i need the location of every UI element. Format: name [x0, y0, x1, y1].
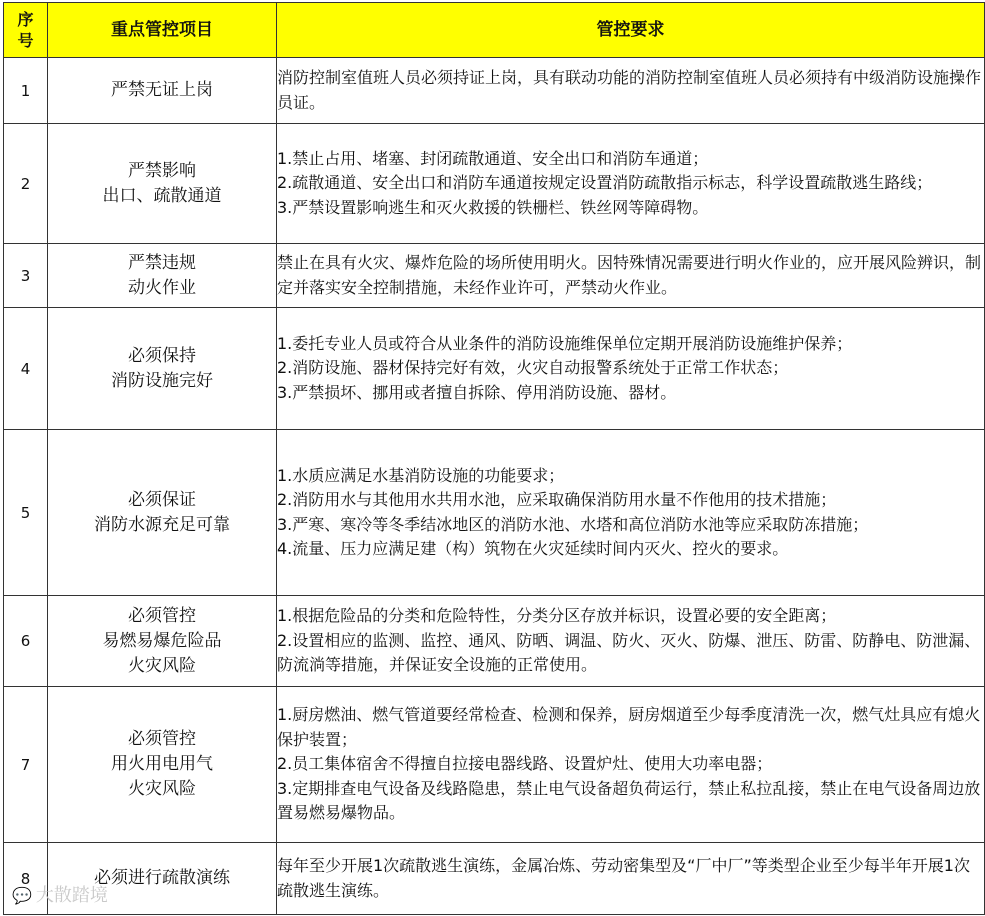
row-seq-no: 7 — [4, 687, 48, 843]
requirement-clause: 1.委托专业人员或符合从业条件的消防设施维保单位定期开展消防设施维护保养； — [277, 333, 853, 353]
control-item-line: 消防水源充足可靠 — [94, 514, 230, 535]
control-item-line: 用火用电用气 — [111, 754, 213, 774]
control-item-line: 必须管控 — [128, 729, 196, 749]
control-item-line: 严禁影响 — [128, 160, 196, 181]
row-seq-no: 2 — [4, 124, 48, 244]
requirement-clause: 3.严禁损坏、挪用或者擅自拆除、停用消防设施、器材。 — [277, 382, 677, 402]
requirement-clause: 3.定期排查电气设备及线路隐患，禁止电气设备超负荷运行，禁止私拉乱接，禁止在电气设备周边放置易燃易爆物品。 — [277, 778, 981, 823]
row-seq-no: 1 — [4, 58, 48, 124]
table-row — [4, 58, 985, 124]
header-seq-no: 序号 — [4, 3, 48, 58]
row-seq-no: 8 — [4, 843, 48, 915]
row-seq-no: 3 — [4, 244, 48, 308]
control-item-line: 严禁无证上岗 — [111, 80, 213, 100]
speech-bubble-icon: 💬 — [12, 886, 32, 905]
requirement-clause: 2.疏散通道、安全出口和消防车通道按规定设置消防疏散指示标志，科学设置疏散逃生路线； — [277, 173, 933, 193]
table-header-row — [4, 3, 985, 58]
requirement-clause: 1.禁止占用、堵塞、封闭疏散通道、安全出口和消防车通道； — [277, 148, 709, 168]
requirement-clause: 1.根据危险品的分类和危险特性，分类分区存放并标识，设置必要的安全距离； — [277, 606, 837, 626]
requirement-clause: 2.设置相应的监测、监控、通风、防晒、调温、防火、灭火、防爆、泄压、防雷、防静电、防泄漏、防流淌等措施，并保证安全设施的正常使用。 — [277, 630, 981, 675]
row-control-requirement: 每年至少开展1次疏散逃生演练，金属冶炼、劳动密集型及“厂中厂”等类型企业至少每半年开展1次疏散逃生演练。 — [277, 843, 985, 915]
control-item-line: 动火作业 — [128, 277, 196, 298]
row-seq-no: 6 — [4, 596, 48, 687]
row-seq-no: 4 — [4, 308, 48, 430]
row-control-requirement: 消防控制室值班人员必须持证上岗，具有联动功能的消防控制室值班人员必须持有中级消防设施操作员证。 — [277, 58, 985, 124]
table-row — [4, 124, 985, 244]
requirement-clause: 3.严寒、寒冷等冬季结冰地区的消防水池、水塔和高位消防水池等应采取防冻措施； — [277, 514, 869, 534]
table-row — [4, 244, 985, 308]
table-row — [4, 596, 985, 687]
requirement-clause: 3.严禁设置影响逃生和灭火救援的铁栅栏、铁丝网等障碍物。 — [277, 197, 709, 217]
table-row — [4, 430, 985, 596]
control-item-line: 消防设施完好 — [111, 370, 213, 391]
requirement-clause: 4.流量、压力应满足建（构）筑物在火灾延续时间内灭火、控火的要求。 — [277, 539, 789, 558]
watermark-text: 大散踏境 — [35, 885, 108, 906]
header-control-requirements: 管控要求 — [277, 3, 985, 58]
row-control-requirement: 禁止在具有火灾、爆炸危险的场所使用明火。因特殊情况需要进行明火作业的，应开展风险辨识，制定并落实安全控制措施，未经作业许可，严禁动火作业。 — [277, 244, 985, 308]
row-seq-no: 5 — [4, 430, 48, 596]
control-item-line: 易燃易爆危险品 — [102, 630, 222, 651]
control-item-line: 严禁违规 — [128, 252, 196, 273]
table-row — [4, 308, 985, 430]
requirement-clause: 1.厨房燃油、燃气管道要经常检查、检测和保养，厨房烟道至少每季度清洗一次，燃气灶具应有熄火保护装置； — [277, 705, 981, 749]
control-item-line: 必须进行疏散演练 — [94, 868, 230, 888]
row-control-item — [48, 308, 277, 430]
requirement-clause: 1.水质应满足水基消防设施的功能要求； — [277, 465, 565, 485]
row-control-item — [48, 596, 277, 687]
row-control-requirement — [277, 124, 985, 244]
row-control-requirement — [277, 687, 985, 843]
row-control-requirement — [277, 596, 985, 687]
requirement-clause: 2.员工集体宿舍不得擅自拉接电器线路、设置炉灶、使用大功率电器； — [277, 754, 773, 774]
control-item-line: 必须保持 — [128, 345, 196, 366]
control-item-line: 火灾风险 — [128, 655, 196, 676]
watermark — [12, 883, 108, 909]
control-item-line: 必须保证 — [128, 489, 196, 510]
requirement-clause: 2.消防用水与其他用水共用水池，应采取确保消防用水量不作他用的技术措施； — [277, 490, 837, 509]
table-row — [4, 687, 985, 843]
row-control-item — [48, 430, 277, 596]
requirement-clause: 2.消防设施、器材保持完好有效，火灾自动报警系统处于正常工作状态； — [277, 358, 789, 378]
row-control-item — [48, 687, 277, 843]
header-key-control-item: 重点管控项目 — [48, 3, 277, 58]
control-item-line: 出口、疏散通道 — [102, 185, 222, 206]
fire-safety-control-table — [3, 2, 985, 915]
row-control-item — [48, 58, 277, 124]
table-row — [4, 843, 985, 915]
row-control-requirement — [277, 308, 985, 430]
row-control-requirement — [277, 430, 985, 596]
row-control-item — [48, 244, 277, 308]
row-control-item — [48, 124, 277, 244]
control-item-line: 火灾风险 — [128, 779, 196, 799]
control-item-line: 必须管控 — [128, 605, 196, 626]
